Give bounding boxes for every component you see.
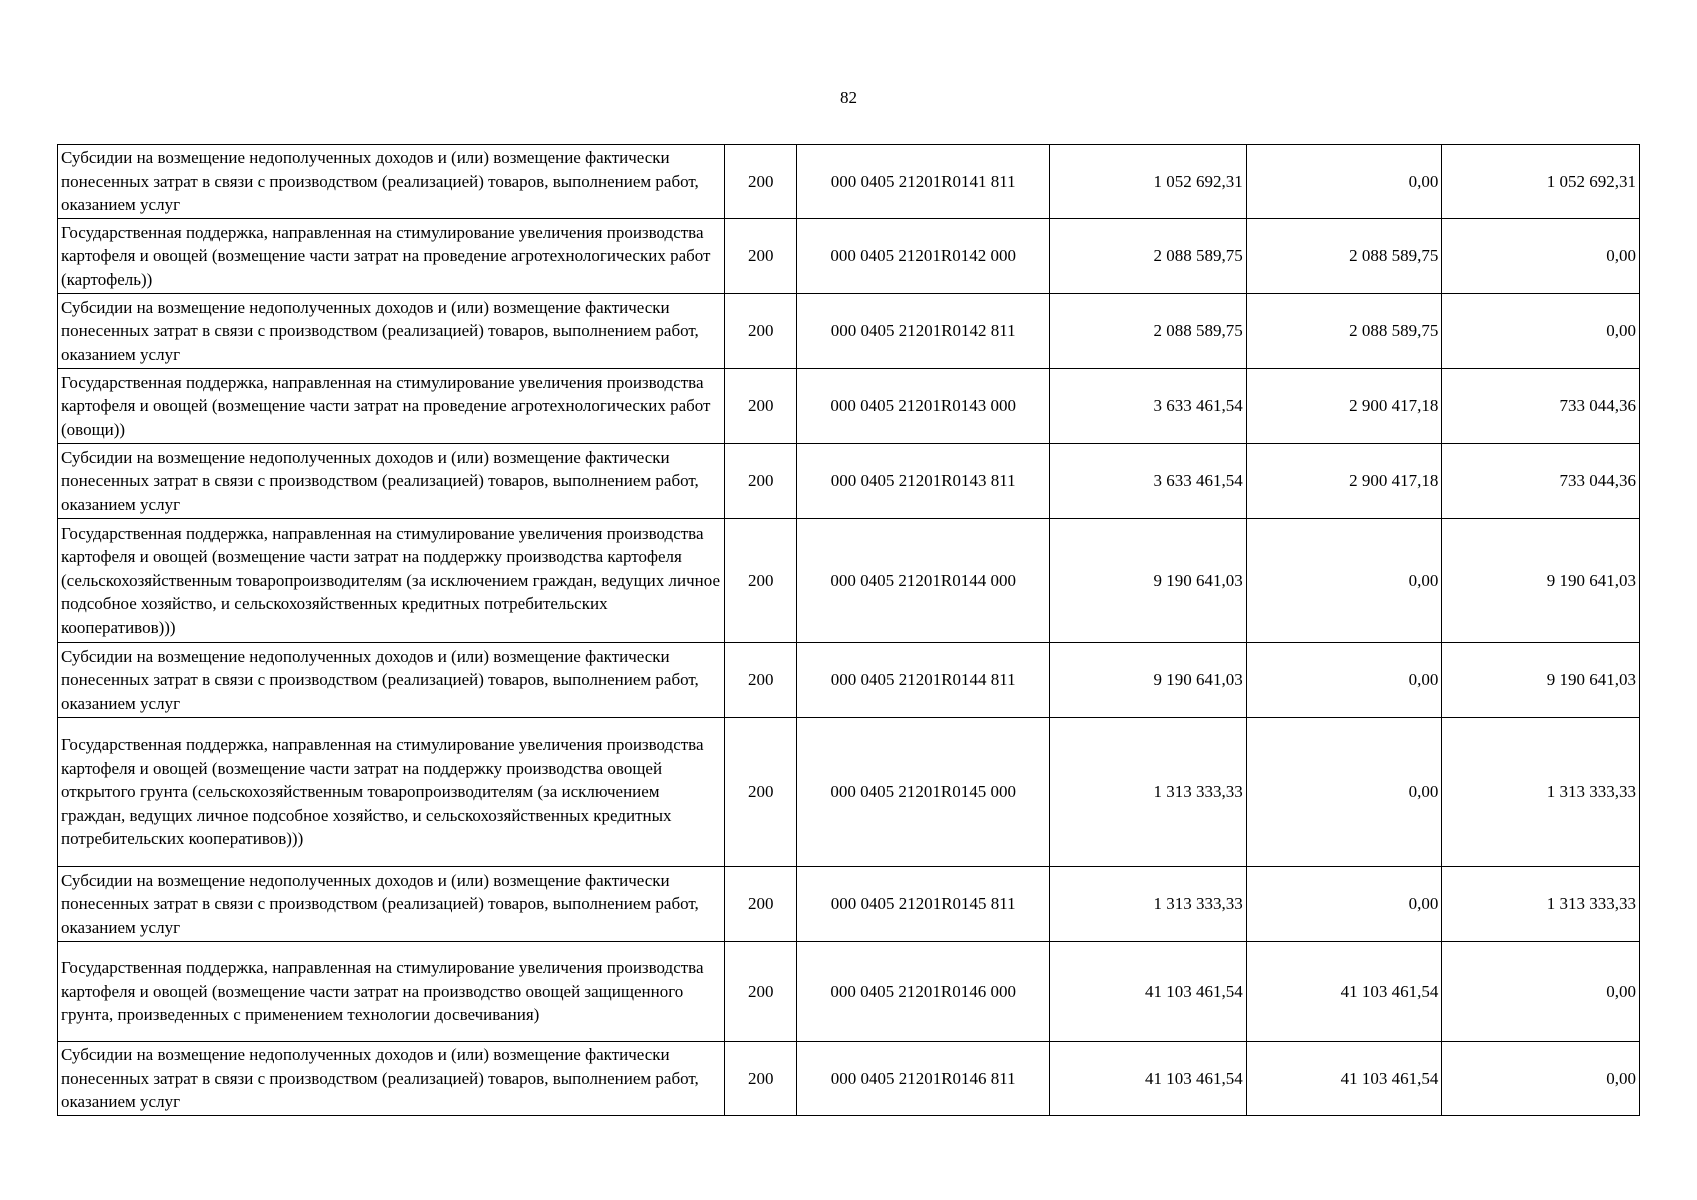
line-code: 200 — [725, 444, 797, 519]
budget-classification-code: 000 0405 21201R0143 811 — [797, 444, 1050, 519]
budget-classification-code: 000 0405 21201R0144 811 — [797, 643, 1050, 718]
approved-amount: 3 633 461,54 — [1050, 369, 1247, 444]
approved-amount: 41 103 461,54 — [1050, 1042, 1247, 1116]
table-row — [58, 369, 1640, 444]
budget-classification-code: 000 0405 21201R0146 000 — [797, 942, 1050, 1042]
approved-amount: 3 633 461,54 — [1050, 444, 1247, 519]
line-code: 200 — [725, 643, 797, 718]
budget-table — [57, 144, 1640, 1116]
line-code: 200 — [725, 942, 797, 1042]
executed-amount: 0,00 — [1246, 145, 1442, 219]
expense-name: Субсидии на возмещение недополученных доходов и (или) возмещение фактически понесенных затрат в связи с производством (реализацией) товаров, выполнением работ, оказанием услуг — [58, 294, 725, 369]
executed-amount: 0,00 — [1246, 643, 1442, 718]
budget-classification-code: 000 0405 21201R0146 811 — [797, 1042, 1050, 1116]
table-row — [58, 145, 1640, 219]
unexecuted-amount: 0,00 — [1442, 1042, 1640, 1116]
executed-amount: 2 088 589,75 — [1246, 294, 1442, 369]
line-code: 200 — [725, 145, 797, 219]
expense-name: Субсидии на возмещение недополученных доходов и (или) возмещение фактически понесенных затрат в связи с производством (реализацией) товаров, выполнением работ, оказанием услуг — [58, 643, 725, 718]
unexecuted-amount: 0,00 — [1442, 942, 1640, 1042]
table-row — [58, 444, 1640, 519]
unexecuted-amount: 733 044,36 — [1442, 369, 1640, 444]
table-row — [58, 219, 1640, 294]
unexecuted-amount: 0,00 — [1442, 219, 1640, 294]
executed-amount: 2 900 417,18 — [1246, 369, 1442, 444]
expense-name: Субсидии на возмещение недополученных доходов и (или) возмещение фактически понесенных затрат в связи с производством (реализацией) товаров, выполнением работ, оказанием услуг — [58, 867, 725, 942]
unexecuted-amount: 1 313 333,33 — [1442, 867, 1640, 942]
executed-amount: 2 088 589,75 — [1246, 219, 1442, 294]
unexecuted-amount: 733 044,36 — [1442, 444, 1640, 519]
table-row — [58, 1042, 1640, 1116]
line-code: 200 — [725, 1042, 797, 1116]
executed-amount: 0,00 — [1246, 718, 1442, 867]
line-code: 200 — [725, 718, 797, 867]
expense-name: Государственная поддержка, направленная на стимулирование увеличения производства картофеля и овощей (возмещение части затрат на проведение агротехнологических работ (овощи)) — [58, 369, 725, 444]
expense-name: Государственная поддержка, направленная на стимулирование увеличения производства картофеля и овощей (возмещение части затрат на проведение агротехнологических работ (картофель)) — [58, 219, 725, 294]
line-code: 200 — [725, 219, 797, 294]
table-row — [58, 643, 1640, 718]
executed-amount: 0,00 — [1246, 867, 1442, 942]
line-code: 200 — [725, 369, 797, 444]
budget-classification-code: 000 0405 21201R0142 000 — [797, 219, 1050, 294]
table-row — [58, 519, 1640, 643]
expense-name: Субсидии на возмещение недополученных доходов и (или) возмещение фактически понесенных затрат в связи с производством (реализацией) товаров, выполнением работ, оказанием услуг — [58, 145, 725, 219]
executed-amount: 41 103 461,54 — [1246, 942, 1442, 1042]
line-code: 200 — [725, 519, 797, 643]
budget-classification-code: 000 0405 21201R0145 000 — [797, 718, 1050, 867]
approved-amount: 2 088 589,75 — [1050, 219, 1247, 294]
executed-amount: 0,00 — [1246, 519, 1442, 643]
unexecuted-amount: 9 190 641,03 — [1442, 643, 1640, 718]
approved-amount: 41 103 461,54 — [1050, 942, 1247, 1042]
unexecuted-amount: 9 190 641,03 — [1442, 519, 1640, 643]
unexecuted-amount: 1 313 333,33 — [1442, 718, 1640, 867]
expense-name: Государственная поддержка, направленная на стимулирование увеличения производства картофеля и овощей (возмещение части затрат на производство овощей защищенного грунта, произведенных с применением технологии досвечивания) — [58, 942, 725, 1042]
approved-amount: 9 190 641,03 — [1050, 643, 1247, 718]
expense-name: Субсидии на возмещение недополученных доходов и (или) возмещение фактически понесенных затрат в связи с производством (реализацией) товаров, выполнением работ, оказанием услуг — [58, 1042, 725, 1116]
unexecuted-amount: 0,00 — [1442, 294, 1640, 369]
approved-amount: 1 052 692,31 — [1050, 145, 1247, 219]
budget-classification-code: 000 0405 21201R0141 811 — [797, 145, 1050, 219]
approved-amount: 1 313 333,33 — [1050, 718, 1247, 867]
executed-amount: 2 900 417,18 — [1246, 444, 1442, 519]
budget-classification-code: 000 0405 21201R0143 000 — [797, 369, 1050, 444]
line-code: 200 — [725, 867, 797, 942]
unexecuted-amount: 1 052 692,31 — [1442, 145, 1640, 219]
approved-amount: 1 313 333,33 — [1050, 867, 1247, 942]
budget-classification-code: 000 0405 21201R0142 811 — [797, 294, 1050, 369]
budget-classification-code: 000 0405 21201R0144 000 — [797, 519, 1050, 643]
approved-amount: 2 088 589,75 — [1050, 294, 1247, 369]
table-row — [58, 942, 1640, 1042]
table-row — [58, 867, 1640, 942]
table-row — [58, 718, 1640, 867]
table-row — [58, 294, 1640, 369]
line-code: 200 — [725, 294, 797, 369]
executed-amount: 41 103 461,54 — [1246, 1042, 1442, 1116]
page-number: 82 — [840, 88, 857, 107]
budget-classification-code: 000 0405 21201R0145 811 — [797, 867, 1050, 942]
expense-name: Государственная поддержка, направленная на стимулирование увеличения производства картофеля и овощей (возмещение части затрат на поддержку производства картофеля (сельскохозяйственным товаропроизводителям (за исключением граждан, ведущих личное подсобное хозяйство, и сельскохозяйственных кредитных потребительских кооперативов))) — [58, 519, 725, 643]
approved-amount: 9 190 641,03 — [1050, 519, 1247, 643]
expense-name: Субсидии на возмещение недополученных доходов и (или) возмещение фактически понесенных затрат в связи с производством (реализацией) товаров, выполнением работ, оказанием услуг — [58, 444, 725, 519]
expense-name: Государственная поддержка, направленная на стимулирование увеличения производства картофеля и овощей (возмещение части затрат на поддержку производства овощей открытого грунта (сельскохозяйственным товаропроизводителям (за исключением граждан, ведущих личное подсобное хозяйство, и сельскохозяйственных кредитных потребительских кооперативов))) — [58, 718, 725, 867]
